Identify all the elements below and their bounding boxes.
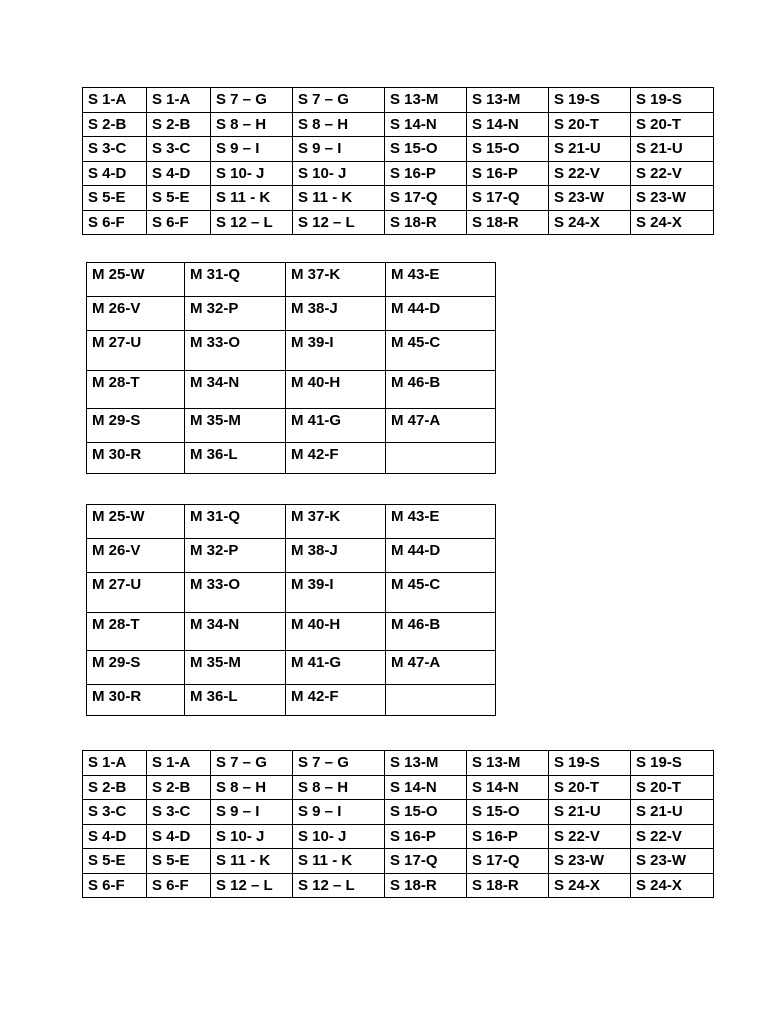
cell: M 33-O [185,573,286,613]
cell: M 35-M [185,651,286,685]
cell: S 18-R [385,210,467,235]
cell: S 15-O [385,800,467,825]
cell: M 41-G [286,409,386,443]
cell: M 45-C [386,331,496,371]
table-row [87,539,496,573]
table-row [83,775,714,800]
cell: S 20-T [631,775,714,800]
cell [386,685,496,716]
cell: S 19-S [549,751,631,776]
cell: M 43-E [386,505,496,539]
cell: S 19-S [631,751,714,776]
cell: S 14-N [467,112,549,137]
cell: S 9 – I [211,800,293,825]
cell: S 22-V [631,824,714,849]
cell: M 36-L [185,443,286,474]
cell: S 13-M [467,751,549,776]
cell: S 5-E [147,849,211,874]
cell: M 26-V [87,297,185,331]
cell: M 42-F [286,443,386,474]
table-row [87,297,496,331]
table-row [87,409,496,443]
cell: S 10- J [293,824,385,849]
cell: M 28-T [87,613,185,651]
cell: M 30-R [87,443,185,474]
cell: S 11 - K [211,849,293,874]
table-row [87,505,496,539]
cell: S 3-C [83,800,147,825]
cell: S 12 – L [293,873,385,898]
cell: S 19-S [549,88,631,113]
table-row [83,210,714,235]
cell: S 18-R [467,873,549,898]
cell: S 17-Q [467,186,549,211]
cell: S 15-O [467,800,549,825]
cell: S 10- J [211,161,293,186]
cell: S 12 – L [293,210,385,235]
cell: M 39-I [286,331,386,371]
cell: M 32-P [185,297,286,331]
cell: M 39-I [286,573,386,613]
cell: S 4-D [147,161,211,186]
table-row [83,800,714,825]
cell: S 4-D [147,824,211,849]
cell: M 38-J [286,297,386,331]
cell: S 16-P [385,824,467,849]
cell: S 19-S [631,88,714,113]
cell: S 9 – I [293,800,385,825]
cell: M 28-T [87,371,185,409]
cell: M 43-E [386,263,496,297]
cell: S 21-U [549,800,631,825]
table-row [87,443,496,474]
cell: S 6-F [83,210,147,235]
cell: S 11 - K [211,186,293,211]
cell: M 37-K [286,505,386,539]
cell: M 40-H [286,371,386,409]
cell: S 14-N [385,775,467,800]
cell: M 36-L [185,685,286,716]
cell: S 22-V [631,161,714,186]
cell: S 24-X [549,873,631,898]
cell: M 41-G [286,651,386,685]
s-grid-top [82,87,714,235]
m-grid-lower [86,504,496,716]
cell: M 29-S [87,651,185,685]
cell: M 44-D [386,539,496,573]
cell: M 32-P [185,539,286,573]
cell: S 3-C [147,137,211,162]
cell: S 2-B [83,775,147,800]
cell: M 25-W [87,505,185,539]
table-row [83,186,714,211]
table-row [83,751,714,776]
cell: S 7 – G [293,751,385,776]
cell: S 23-W [631,186,714,211]
cell: S 16-P [385,161,467,186]
cell: S 18-R [385,873,467,898]
cell: M 42-F [286,685,386,716]
cell: S 2-B [147,112,211,137]
cell: S 22-V [549,824,631,849]
cell: M 34-N [185,371,286,409]
cell: S 1-A [147,751,211,776]
table-row [83,161,714,186]
cell: S 15-O [385,137,467,162]
cell: S 5-E [147,186,211,211]
cell: S 16-P [467,161,549,186]
cell: S 9 – I [211,137,293,162]
cell: S 15-O [467,137,549,162]
table-row [87,573,496,613]
cell: M 44-D [386,297,496,331]
cell: S 4-D [83,161,147,186]
cell: S 21-U [631,137,714,162]
cell: M 46-B [386,371,496,409]
cell: S 16-P [467,824,549,849]
cell: M 31-Q [185,505,286,539]
table-row [83,849,714,874]
cell [386,443,496,474]
cell: S 6-F [83,873,147,898]
table-row [87,371,496,409]
cell: M 33-O [185,331,286,371]
cell: S 18-R [467,210,549,235]
table-row [83,88,714,113]
cell: S 8 – H [293,775,385,800]
cell: S 22-V [549,161,631,186]
cell: S 21-U [631,800,714,825]
cell: M 35-M [185,409,286,443]
cell: S 6-F [147,873,211,898]
cell: M 37-K [286,263,386,297]
cell: S 23-W [631,849,714,874]
cell: S 11 - K [293,186,385,211]
cell: S 3-C [147,800,211,825]
cell: M 30-R [87,685,185,716]
cell: M 26-V [87,539,185,573]
cell: M 27-U [87,331,185,371]
cell: M 29-S [87,409,185,443]
cell: S 23-W [549,849,631,874]
cell: S 8 – H [293,112,385,137]
cell: S 13-M [385,751,467,776]
cell: S 12 – L [211,873,293,898]
cell: S 24-X [631,873,714,898]
cell: M 34-N [185,613,286,651]
cell: S 13-M [467,88,549,113]
cell: M 47-A [386,651,496,685]
cell: S 20-T [549,775,631,800]
cell: S 14-N [467,775,549,800]
cell: S 23-W [549,186,631,211]
cell: S 5-E [83,186,147,211]
cell: M 46-B [386,613,496,651]
table-row [83,824,714,849]
cell: S 1-A [83,751,147,776]
table-row [87,613,496,651]
cell: S 2-B [83,112,147,137]
cell: S 20-T [631,112,714,137]
cell: S 13-M [385,88,467,113]
cell: S 24-X [631,210,714,235]
cell: S 4-D [83,824,147,849]
cell: S 7 – G [211,751,293,776]
cell: S 17-Q [467,849,549,874]
cell: M 45-C [386,573,496,613]
cell: S 8 – H [211,112,293,137]
cell: S 12 – L [211,210,293,235]
table-row [87,263,496,297]
cell: S 1-A [147,88,211,113]
cell: S 1-A [83,88,147,113]
cell: S 3-C [83,137,147,162]
cell: M 25-W [87,263,185,297]
cell: S 7 – G [211,88,293,113]
table-row [83,112,714,137]
cell: M 40-H [286,613,386,651]
cell: S 2-B [147,775,211,800]
cell: S 5-E [83,849,147,874]
table-row [87,331,496,371]
cell: S 21-U [549,137,631,162]
cell: S 6-F [147,210,211,235]
cell: M 38-J [286,539,386,573]
table-row [87,651,496,685]
cell: M 27-U [87,573,185,613]
cell: S 9 – I [293,137,385,162]
cell: S 10- J [211,824,293,849]
table-row [83,873,714,898]
cell: S 8 – H [211,775,293,800]
table-row [83,137,714,162]
m-grid-upper [86,262,496,474]
cell: M 31-Q [185,263,286,297]
cell: S 17-Q [385,849,467,874]
table-row [87,685,496,716]
s-grid-bottom [82,750,714,898]
cell: S 10- J [293,161,385,186]
cell: S 11 - K [293,849,385,874]
cell: M 47-A [386,409,496,443]
cell: S 17-Q [385,186,467,211]
cell: S 7 – G [293,88,385,113]
cell: S 24-X [549,210,631,235]
cell: S 20-T [549,112,631,137]
cell: S 14-N [385,112,467,137]
